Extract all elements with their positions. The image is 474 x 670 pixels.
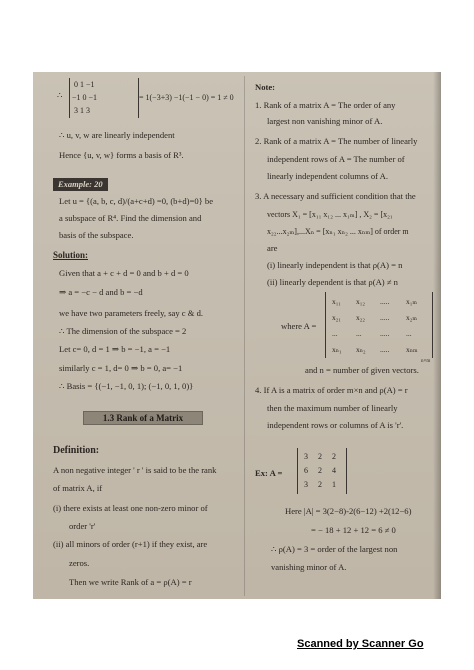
matrix-a-cell: x₂₂ [356,313,365,322]
matrix-a-cell: x₁₂ [356,297,365,306]
example-tag: Example: 20 [53,178,108,191]
definition-line-1: A non negative integer ' r ' is said to be the rank [53,465,217,475]
definition-item-ii-1: (ii) all minors of order (r+1) if they exist, are [53,539,208,549]
matrix-a-cell: ..... [380,345,390,354]
det-prefix: ∴ [57,90,63,100]
matrix-b-cell: 1 [332,480,336,489]
matrix-a-subscript: n×m [421,359,431,364]
solution-label: Solution: [53,250,89,260]
matrix-a-cell: ... [356,329,362,338]
line-basis: Hence {u, v, w} forms a basis of R³. [59,150,184,160]
matrix-a-cell: x₁₁ [332,297,341,306]
matrix-b [297,448,347,494]
scanner-watermark: Scanned by Scanner Go [297,638,424,650]
matrix-a-cell: xₙ₂ [356,345,366,354]
note-3-a: 3. A necessary and sufficient condition that the [255,191,416,201]
solution-line-7: ∴ Basis = {(−1, −1, 0, 1); (−1, 0, 1, 0)} [59,381,194,391]
solution-line-2: ⇒ a = −c − d and b = −d [59,287,143,297]
solution-line-3: we have two parameters freely, say c & d. [59,308,204,318]
note-3-and: and n = number of given vectors. [305,365,419,375]
matrix-a-cell: ..... [380,313,390,322]
matrix-a-cell: ..... [380,297,390,306]
matrix-b-cell: 2 [332,452,336,461]
det-result: = 1(−3+3) −1(−1 − 0) = 1 ≠ 0 [139,93,234,102]
note-3-i: (i) linearly independent is that ρ(A) = n [267,260,403,270]
page-shadow [433,72,441,599]
matrix-a-cell: ... [406,329,412,338]
example-line-2: a subspace of R⁴. Find the dimension and [59,213,202,223]
matrix-b-cell: 2 [318,466,322,475]
note-3-b: vectors X₁ = [x₁₁ x₁₂ ... x₁ₘ] , X₂ = [x₂₁ [267,210,393,219]
det-row-1: 0 1 −1 [74,80,95,89]
matrix-b-cell: 2 [318,480,322,489]
det-row-2: −1 0 −1 [72,93,98,102]
note-3-c: x₂₂...x₂ₘ],...Xₙ = [xₙ₁ xₙ₂ ... xₙₘ] of order m [267,227,409,236]
solution-line-4: ∴ The dimension of the subspace = 2 [59,326,187,336]
note-4-a: 4. If A is a matrix of order m×n and ρ(A) = r [255,385,408,395]
matrix-a [325,292,433,358]
conclusion-b: vanishing minor of A. [271,562,347,572]
det-row-3: 3 1 3 [74,106,90,115]
note-1-a: 1. Rank of a matrix A = The order of any [255,100,396,110]
matrix-a-cell: ..... [380,329,390,338]
note-4-c: independent rows or columns of A is 'r'. [267,420,404,430]
definition-line-2: of matrix A, if [53,483,103,493]
matrix-b-cell: 4 [332,466,336,475]
note-4-b: then the maximum number of linearly [267,403,398,413]
here-line-2: = − 18 + 12 + 12 = 6 ≠ 0 [311,525,396,535]
definition-item-ii-2: zeros. [69,558,90,568]
solution-line-5: Let c= 0, d = 1 ⇒ b = −1, a = −1 [59,344,171,354]
matrix-b-cell: 6 [304,466,308,475]
conclusion-a: ∴ ρ(A) = 3 = order of the largest non [271,544,398,554]
note-2-b: independent rows of A = The number of [267,154,405,164]
column-divider [244,76,245,596]
matrix-a-cell: xₙₘ [406,345,418,354]
solution-line-1: Given that a + c + d = 0 and b + d = 0 [59,268,189,278]
matrix-a-cell: ... [332,329,338,338]
note-3-ii: (ii) linearly dependent is that ρ(A) ≠ n [267,277,398,287]
note-2-a: 2. Rank of a matrix A = The number of linearly [255,136,418,146]
note-2-c: linearly independent columns of A. [267,171,389,181]
example-label: Ex: A = [255,468,283,478]
where-label: where A = [281,321,317,331]
matrix-b-cell: 2 [318,452,322,461]
matrix-a-cell: x₂₁ [332,313,341,322]
line-independent: ∴ u, v, w are linearly independent [59,130,175,140]
matrix-a-cell: xₙ₁ [332,345,342,354]
matrix-b-cell: 3 [304,480,308,489]
matrix-a-cell: x₂ₘ [406,313,417,322]
note-label: Note: [255,82,276,92]
scanned-page [33,72,441,599]
definition-item-i-1: (i) there exists at least one non-zero minor of [53,503,208,513]
definition-item-i-2: order 'r' [69,521,96,531]
section-title: 1.3 Rank of a Matrix [83,411,203,425]
note-3-d: are [267,243,278,253]
definition-final: Then we write Rank of a = ρ(A) = r [69,577,192,587]
here-line: Here |A| = 3(2−8)-2(6−12) +2(12−6) [285,506,412,516]
example-line-3: basis of the subspace. [59,230,134,240]
solution-line-6: similarly c = 1, d= 0 ⇒ b = 0, a= −1 [59,363,183,373]
example-line-1: Let u = {(a, b, c, d)/(a+c+d) =0, (b+d)=0} be [59,196,214,206]
definition-label: Definition: [53,445,100,456]
determinant [69,78,139,118]
matrix-b-cell: 3 [304,452,308,461]
note-1-b: largest non vanishing minor of A. [267,116,383,126]
matrix-a-cell: x₁ₘ [406,297,417,306]
